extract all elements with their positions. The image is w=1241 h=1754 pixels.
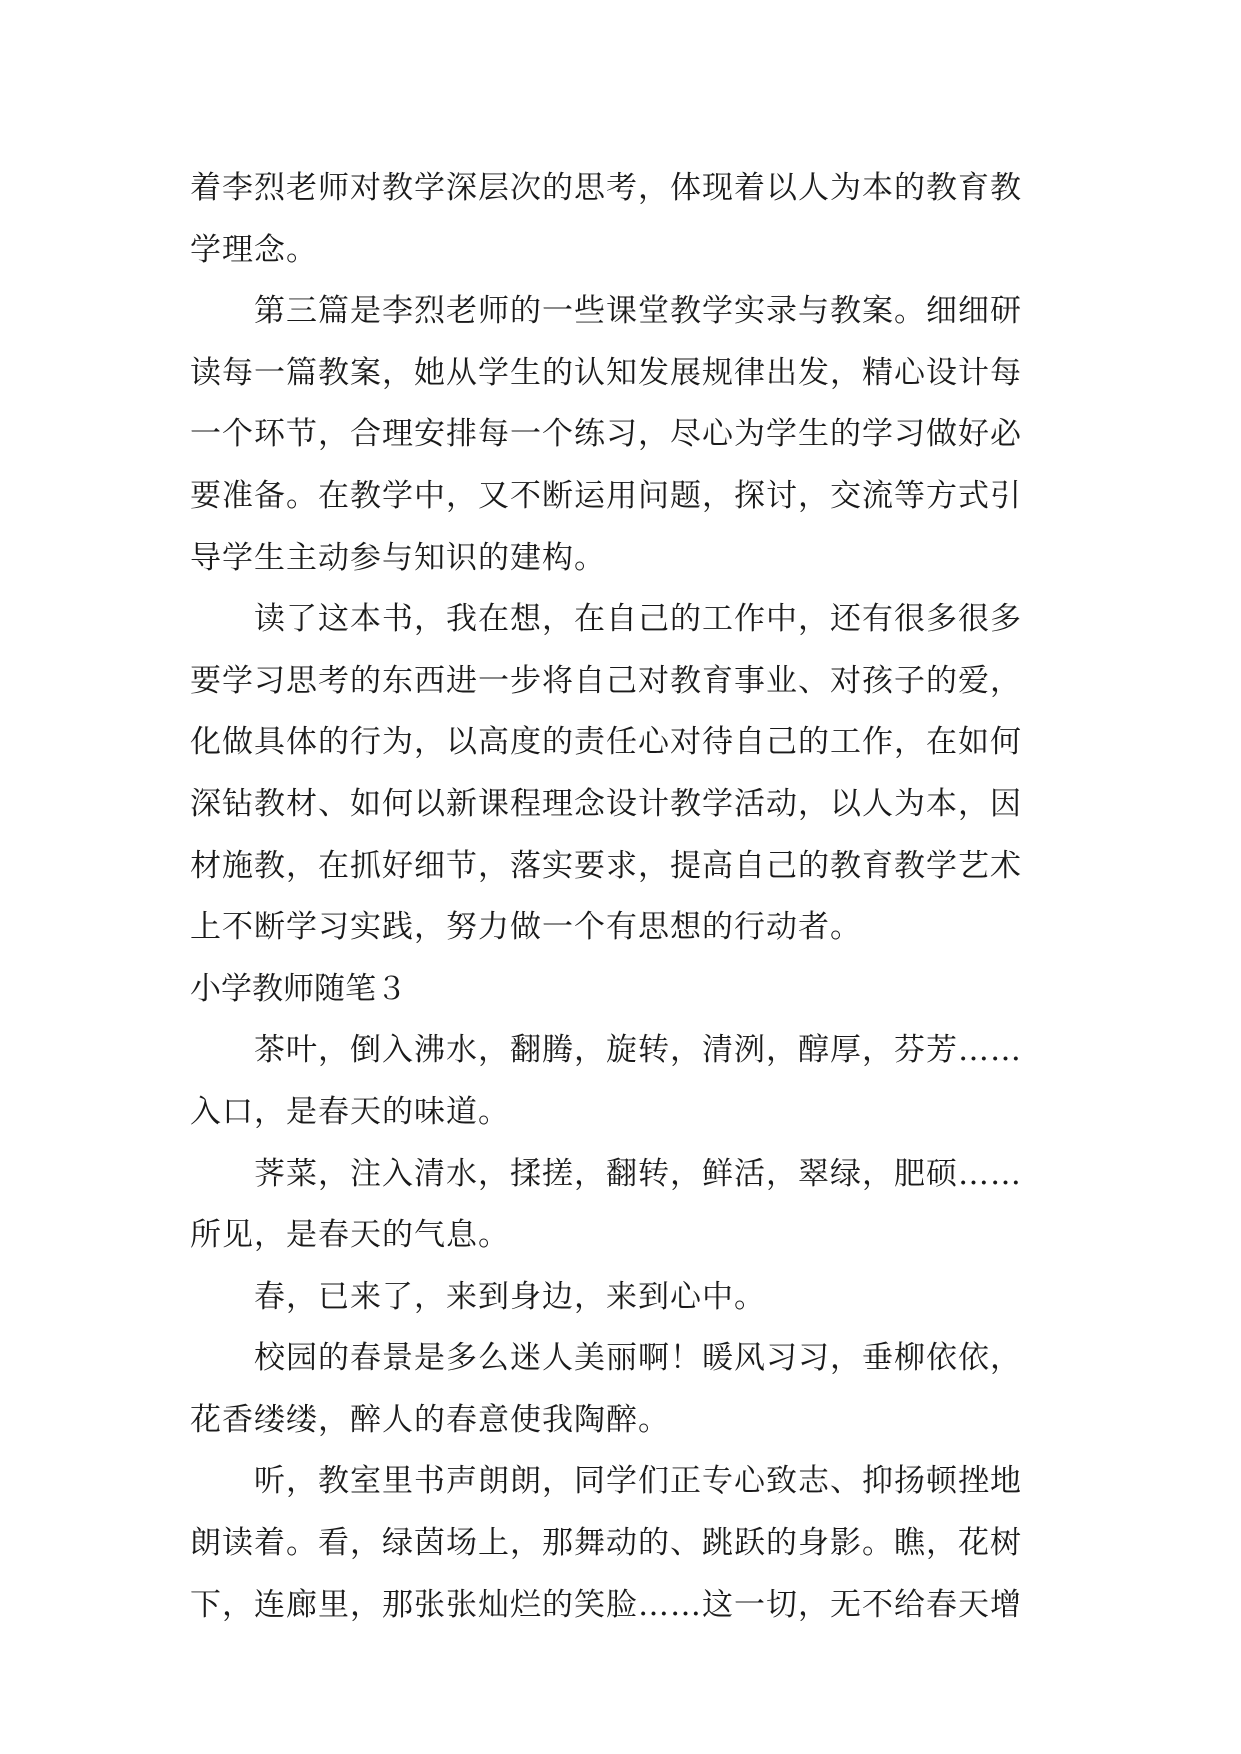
body-line: 花香缕缕，醉人的春意使我陶醉。 [190,1401,670,1438]
paragraph-start-line: 校园的春景是多么迷人美丽啊！暖风习习，垂柳依依， [254,1340,1022,1377]
body-line: 化做具体的行为，以高度的责任心对待自己的工作，在如何 [190,724,1022,761]
body-line: 导学生主动参与知识的建构。 [190,539,606,576]
body-line: 学理念。 [190,231,318,268]
body-line: 所见，是春天的气息。 [190,1217,510,1254]
body-line: 上不断学习实践，努力做一个有思想的行动者。 [190,909,862,946]
body-line: 着李烈老师对教学深层次的思考，体现着以人为本的教育教 [190,170,1022,206]
body-line: 深钻教材、如何以新课程理念设计教学活动，以人为本，因 [190,785,1022,822]
body-line: 入口，是春天的味道。 [190,1093,510,1130]
paragraph-start-line: 茶叶，倒入沸水，翻腾，旋转，清洌，醇厚，芬芳…… [254,1032,1022,1069]
body-line: 读每一篇教案，她从学生的认知发展规律出发，精心设计每 [190,354,1022,391]
paragraph-start-line: 荠菜，注入清水，揉搓，翻转，鲜活，翠绿，肥硕…… [254,1155,1022,1192]
paragraph-start-line: 第三篇是李烈老师的一些课堂教学实录与教案。细细研 [254,293,1022,330]
paragraph-start-line: 读了这本书，我在想，在自己的工作中，还有很多很多 [254,601,1022,638]
paragraph-start-line: 听，教室里书声朗朗，同学们正专心致志、抑扬顿挫地 [254,1463,1022,1500]
body-line: 朗读着。看，绿茵场上，那舞动的、跳跃的身影。瞧，花树 [190,1525,1022,1562]
body-line: 一个环节，合理安排每一个练习，尽心为学生的学习做好必 [190,416,1022,453]
paragraph-start-line: 春，已来了，来到身边，来到心中。 [254,1278,766,1315]
section-heading: 小学教师随笔３ [190,970,407,1007]
body-line: 要学习思考的东西进一步将自己对教育事业、对孩子的爱， [190,662,1022,699]
body-line: 下，连廊里，那张张灿烂的笑脸……这一切，无不给春天增 [190,1586,1022,1623]
body-line: 材施教，在抓好细节，落实要求，提高自己的教育教学艺术 [190,847,1022,884]
body-line: 要准备。在教学中，又不断运用问题，探讨，交流等方式引 [190,477,1022,514]
document-body [190,158,1055,1636]
